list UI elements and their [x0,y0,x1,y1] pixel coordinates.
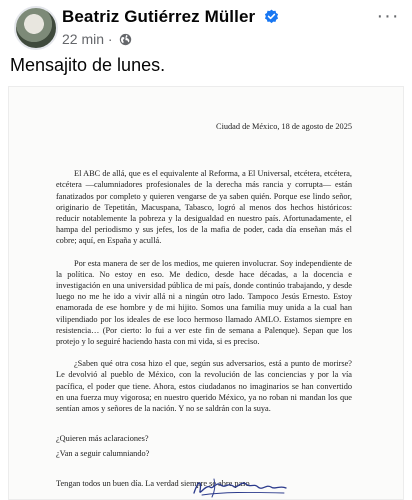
signature-image [188,475,298,500]
letter-paragraph-2: Por esta manera de ser de los medios, me quieren involucrar. Soy independiente de la política. No estoy en eso. Me dedico, desde hace décadas, a la docencia e investigación en una universidad pública de mi país, donde continúo trabajando, y desde luego no me he ido a vivir allá ni a ningún otro lado. Tampoco Jesús Ernesto. Estoy enamorada de ese hombre y de mi hijito. Somos una familia muy unida a la cual han vilipendiado por los ideales de ese loco hermoso llamado AMLO. Estamos siempre en resistencia… (Por cierto: lo fui a ver este fin de semana a Palenque). Sepan que los protejo y lo seguiré haciendo hasta con mi vida, si es preciso. [56,258,352,347]
author-name[interactable]: Beatriz Gutiérrez Müller [62,7,256,26]
meta-separator: · [107,31,113,47]
post-meta [62,31,132,47]
verified-badge-icon [264,9,279,24]
letter-paragraph-3: ¿Saben qué otra cosa hizo el que, según sus adversarios, está a punto de morirse? Le devolvió al pueblo de México, con la revolución de las conciencias y por la vía pacífica, el poder que tiene. Ahora, estos ciudadanos no imaginarios se han convertido en una fuerza muy vigorosa; en nuestro querido México, ya no roban ni mandan los que sentían amos y señores de la nación. Y no se saldrán con la suya. [56,359,352,414]
post-time[interactable]: 22 min [62,31,105,47]
letter-date: Ciudad de México, 18 de agosto de 2025 [216,122,352,131]
letter-questions [56,433,352,459]
avatar[interactable] [14,6,58,50]
author-name-row [62,7,279,27]
letter-paragraph-1: El ABC de allá, que es el equivalente al Reforma, a El Universal, etcétera, etcétera, etcétera —calumniadores profesionales de la derecha más rancia y corrupta— están fanatizados por completo y quieren vengarse de ya saben quién. Porque ese lindo señor, originario de Tepetitán, Macuspana, Tabasco, logró al menos dos hechos históricos: reducir notablemente la pobreza y la desigualdad en nuestro país. Afortunadamente, el hampa del periodismo y sus jefes, los de la mafia de poder, cada día enseñan más el cobre; aquí, en España y acullá. [56,169,352,246]
letter-image[interactable] [8,86,404,500]
letter-question-2: ¿Van a seguir calumniando? [56,449,150,459]
letter-closing: Tengan todos un buen día. La verdad siempre se abre paso. [56,478,252,488]
post-header [10,4,402,50]
globe-icon[interactable] [119,33,132,46]
more-options-button[interactable]: ··· [376,5,400,27]
letter-question-1: ¿Quieren más aclaraciones? [56,434,149,444]
letter-body [56,121,352,489]
post-text: Mensajito de lunes. [10,55,166,75]
